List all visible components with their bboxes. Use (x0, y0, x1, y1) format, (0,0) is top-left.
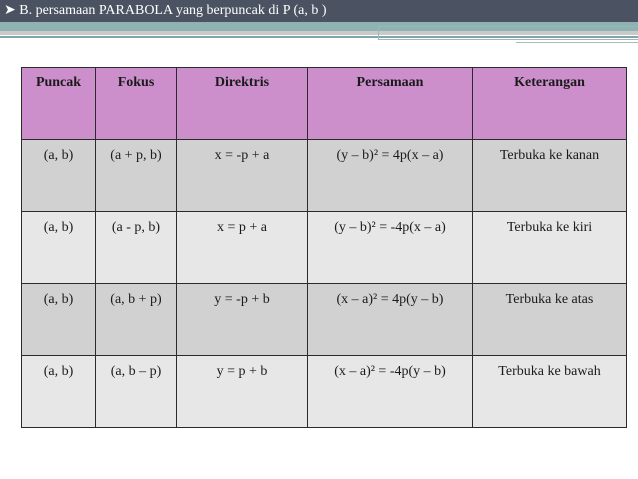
slide-title-text: B. persamaan PARABOLA yang berpuncak di P (a, b ) (19, 3, 327, 18)
cell-persamaan: (y – b)² = -4p(x – a) (308, 212, 473, 284)
table-header-row (22, 68, 627, 140)
cell-persamaan: (x – a)² = 4p(y – b) (308, 284, 473, 356)
cell-fokus: (a, b + p) (96, 284, 177, 356)
cell-keterangan: Terbuka ke kanan (473, 140, 627, 212)
cell-keterangan: Terbuka ke atas (473, 284, 627, 356)
header-keterangan: Keterangan (473, 68, 627, 140)
table-row (22, 212, 627, 284)
header-puncak: Puncak (22, 68, 96, 140)
title-bar (0, 0, 638, 22)
cell-fokus: (a - p, b) (96, 212, 177, 284)
decorative-frame (378, 26, 638, 40)
cell-keterangan: Terbuka ke kiri (473, 212, 627, 284)
cell-fokus: (a, b – p) (96, 356, 177, 428)
cell-direktris: y = -p + b (177, 284, 308, 356)
cell-persamaan: (x – a)² = -4p(y – b) (308, 356, 473, 428)
cell-puncak: (a, b) (22, 356, 96, 428)
cell-direktris: x = -p + a (177, 140, 308, 212)
table-row (22, 284, 627, 356)
parabola-table (21, 67, 627, 428)
decorative-underline (516, 42, 638, 43)
table-row (22, 356, 627, 428)
header-persamaan: Persamaan (308, 68, 473, 140)
cell-puncak: (a, b) (22, 284, 96, 356)
cell-puncak: (a, b) (22, 140, 96, 212)
cell-puncak: (a, b) (22, 212, 96, 284)
cell-fokus: (a + p, b) (96, 140, 177, 212)
cell-direktris: y = p + b (177, 356, 308, 428)
arrow-bullet-icon: ➤ (4, 3, 16, 18)
cell-direktris: x = p + a (177, 212, 308, 284)
cell-keterangan: Terbuka ke bawah (473, 356, 627, 428)
header-direktris: Direktris (177, 68, 308, 140)
cell-persamaan: (y – b)² = 4p(x – a) (308, 140, 473, 212)
table-row (22, 140, 627, 212)
slide-title (4, 3, 327, 19)
header-fokus: Fokus (96, 68, 177, 140)
